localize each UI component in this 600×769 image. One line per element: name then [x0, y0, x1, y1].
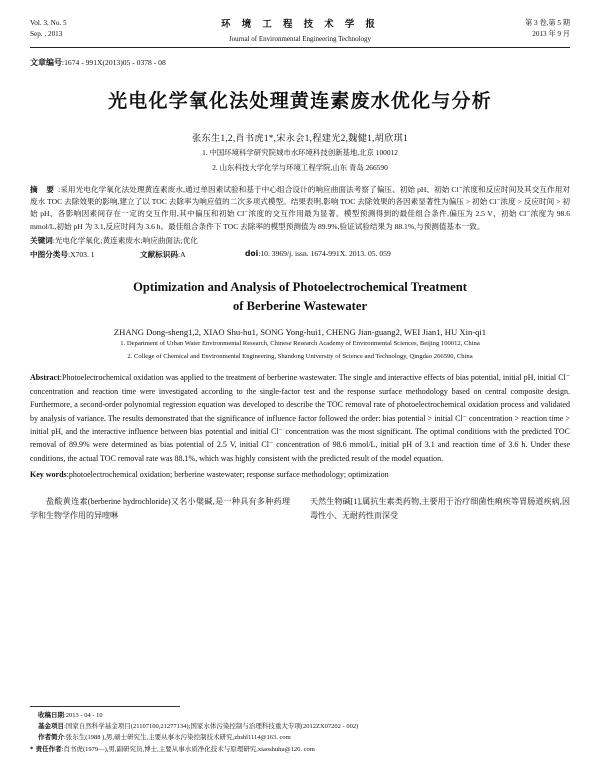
- running-head-right: [440, 18, 570, 40]
- body-paragraph-left: 盐酸黄连素(berberine hydrochloride)又名小檗碱,是一种具有多种药理学和生物学作用的异喹啉: [30, 496, 290, 520]
- author-bio-value: :张东生(1988 ),男,硕士研究生,主要从事水污染控制技术研究,zhshl1114@163. com: [64, 734, 291, 742]
- classification-row: [30, 249, 570, 260]
- keywords-cn-label: 关键词: [30, 235, 53, 245]
- volume-issue-en: Vol. 3, No. 5: [30, 19, 67, 27]
- document-code-label: 文献标识码: [140, 250, 178, 260]
- issue-date-cn: 2013 年 9 月: [532, 30, 570, 39]
- received-label: 收稿日期: [38, 710, 64, 719]
- journal-title-en: Journal of Environmental Engineering Technology: [228, 34, 372, 43]
- abstract-en-text: :Photoelectrochemical oxidation was applied to the treatment of berberine wastewater. The single and interactive effects of bias potential, initial pH, initial Cl⁻ concentration and reaction time were investigated according to the single-factor test and the response surface methodology based on central composite design. Furthermore, a second-order polynomial regression equation was developed to describe the TOC removal rate of photoelectrochemical oxidation process and validated by analysis of variance. The results demonstrated that the significance of influence factor followed the order: bias potential > initial Cl⁻ concentration > reaction time > initial pH, and the interactive influence between bias potential and initial Cl⁻ concentration was the most significant. The optimal conditions with the predicted TOC removal of 89.9% were determined as bias potential of 2.5 V, initial Cl⁻ concentration of 98.6 mmol/L, initial pH of 3.1 and reaction time of 3.6 h. Under these conditions, the actual TOC removal rate was 88.1%, which was highly consistent with the predicted result of the model equation.: [30, 373, 570, 463]
- abstract-cn-label: 摘 要: [30, 184, 58, 194]
- affiliation-en-2: 2. College of Chemical and Environmental Engineering, Shandong University of Science and Technology, Qingdao 266590, China: [127, 352, 473, 360]
- keywords-en: [30, 468, 570, 481]
- abstract-en-label: Abstract: [30, 373, 60, 383]
- footnote-corresponding-author: [30, 744, 570, 755]
- article-number-value: :1674 - 991X(2013)05 - 0378 - 08: [62, 58, 166, 68]
- body-columns: [30, 495, 570, 523]
- authors-en: ZHANG Dong-sheng1,2, XIAO Shu-hu1, SONG Yong-hui1, CHENG Jian-guang2, WEI Jian1, HU Xin-qi1: [113, 326, 487, 337]
- footnote-fund: [30, 721, 570, 732]
- corresponding-label: * 责任作者: [30, 744, 62, 753]
- clc-value: :X703. 1: [67, 250, 95, 260]
- article-number: [30, 57, 570, 68]
- document-code-value: :A: [177, 250, 186, 260]
- doi: [245, 249, 570, 260]
- article-number-label: 文章编号: [30, 58, 62, 68]
- affiliation-cn-1: 1. 中国环境科学研究院城市水环境科技创新基地,北京 100012: [202, 148, 398, 158]
- doi-value: :10. 3969/j. issn. 1674-991X. 2013. 05. 059: [258, 249, 391, 259]
- affiliation-en-1: 1. Department of Urban Water Environmental Research, Chinese Research Academy of Environmental Sciences, Beijing 100012, China: [120, 339, 480, 347]
- volume-issue-cn: 第 3 卷,第 5 期: [525, 19, 570, 27]
- footnotes: [30, 706, 570, 756]
- running-head-center: [160, 18, 440, 44]
- fund-value: :国家自然科学基金项目(21107100,21277134);国家水体污染控制与治理科技重大专项(2012ZX07202 - 002): [64, 722, 359, 730]
- page-title-en: [30, 278, 570, 316]
- page-title-en-line1: Optimization and Analysis of Photoelectrochemical Treatment: [133, 280, 467, 295]
- authors-cn: 张东生1,2,肖书虎1*,宋永会1,程建光2,魏健1,胡欣琪1: [191, 133, 409, 144]
- issue-date-en: Sep. , 2013: [30, 30, 63, 39]
- author-bio-label: 作者简介: [38, 733, 64, 742]
- keywords-cn: [30, 235, 570, 247]
- header-divider: [30, 47, 570, 48]
- affiliation-cn-2: 2. 山东科技大学化学与环境工程学院,山东 青岛 266590: [212, 162, 388, 172]
- page-title-en-line2: of Berberine Wastewater: [232, 299, 368, 314]
- running-head-left: [30, 18, 160, 40]
- clc-label: 中图分类号: [30, 250, 68, 260]
- keywords-en-text: :photoelectrochemical oxidation; berberine wastewater; response surface methodology; optimization: [66, 470, 389, 480]
- clc-number: [30, 249, 140, 260]
- body-column-right: [310, 495, 570, 523]
- journal-title-cn: 环 境 工 程 技 术 学 报: [221, 19, 379, 30]
- running-head: [30, 18, 570, 44]
- abstract-cn: [30, 184, 570, 233]
- document-code: [140, 249, 245, 260]
- body-paragraph-right: 天然生物碱[1],属抗生素类药物,主要用于治疗细菌性痢疾等胃肠道疾病,因毒性小、无耐药性而深受: [310, 496, 570, 520]
- footnote-divider: [30, 706, 180, 707]
- abstract-cn-text: :采用光电化学氧化法处理黄连素废水,通过单因素试验和基于中心组合设计的响应曲面法考察了偏压、初始 pH、初始 Cl⁻浓度和反应时间及其交互作用对废水 TOC 去除效果的影响,建立了以 TOC 去除率为响应值的二次多项式模型。结果表明,影响 TOC 去除效果的各因素显著性为偏压 > 初始 Cl⁻浓度 > 反应时间 > 初始 pH、各影响因素间存在一定的交互作用,其中偏压和初始 Cl⁻浓度的交互作用最为显著。模型预测得到的最佳组合条件,偏压为 2.5 V、初始 Cl⁻浓度为 98.6 mmol/L,初始 pH 为 3.1,反应时间为 3.6 h。最佳组合条件下 TOC 去除率的模型预测值为 89.9%,验证试验结果为 88.1%,与预测值基本一致。: [30, 184, 570, 231]
- received-value: :2013 - 04 - 10: [64, 711, 103, 719]
- keywords-cn-text: :光电化学氧化;黄连素废水;响应曲面法;优化: [52, 235, 198, 245]
- abstract-en: [30, 371, 570, 465]
- fund-label: 基金项目: [38, 721, 64, 730]
- body-column-left: [30, 495, 290, 523]
- page-title-cn: 光电化学氧化法处理黄连素废水优化与分析: [108, 90, 492, 113]
- doi-label: doi: [245, 249, 259, 259]
- corresponding-value: :肖书虎(1979—),男,副研究员,博士,主要从事水质净化技术与原理研究,xiaoshuhu@126. com: [61, 745, 315, 753]
- keywords-en-label: Key words: [30, 470, 67, 480]
- footnote-received: [30, 710, 570, 721]
- footnote-author-bio: [30, 732, 570, 743]
